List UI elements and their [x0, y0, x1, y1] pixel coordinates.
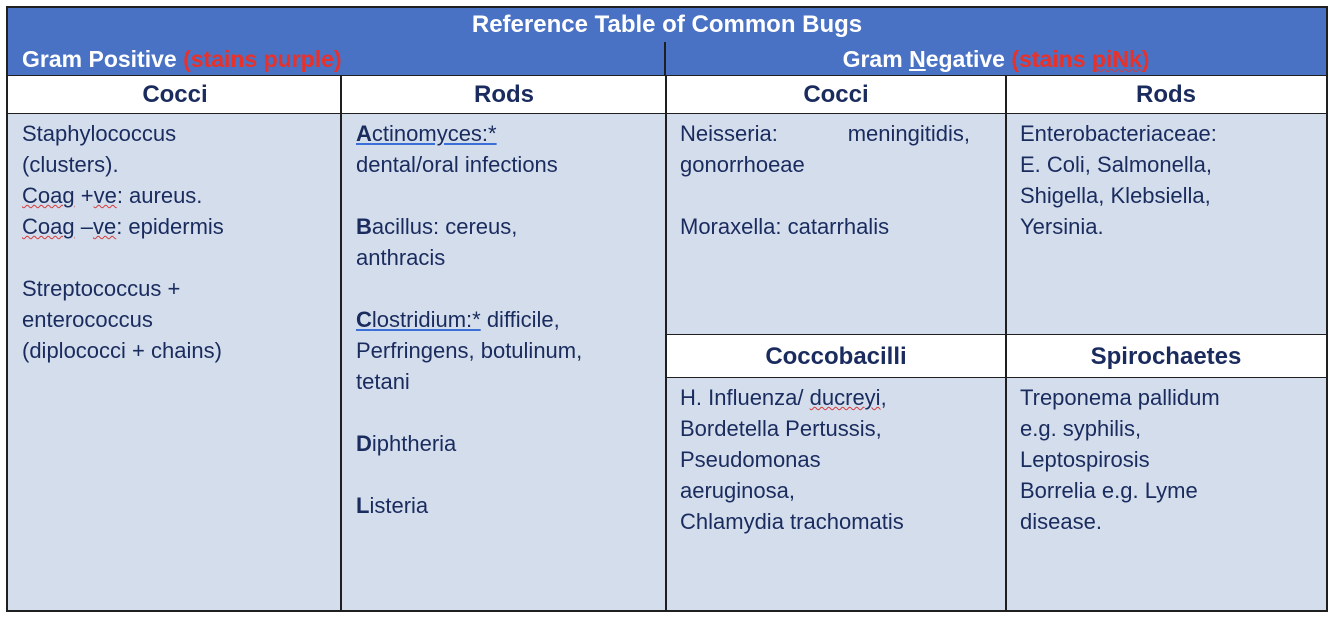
- text-line: [356, 118, 654, 149]
- initial-letter: A: [356, 121, 372, 146]
- text-line: [680, 382, 994, 413]
- gram-negative-heading: [666, 42, 1326, 76]
- text-line: Pseudomonas: [680, 447, 821, 472]
- table-title: Reference Table of Common Bugs: [8, 8, 1326, 43]
- text-line: anthracis: [356, 245, 446, 270]
- spacer: [356, 397, 654, 428]
- row-divider: [666, 377, 1326, 378]
- text-line: aeruginosa,: [680, 478, 795, 503]
- gram-negative-note-pink: piNk: [1091, 46, 1142, 72]
- gram-negative-label-underlined: N: [909, 46, 926, 72]
- text-span: ,: [880, 385, 887, 410]
- text-line: Enterobacteriaceae:: [1020, 121, 1217, 146]
- reference-table: [6, 6, 1328, 612]
- organism-name: Neisseria:: [680, 121, 778, 146]
- initial-letter: L: [356, 493, 370, 518]
- cell-coccobacilli: [666, 378, 1006, 610]
- organism-name: lostridium:*: [371, 307, 481, 332]
- text-line: disease.: [1020, 509, 1102, 534]
- squiggle-word: ducreyi: [809, 385, 881, 410]
- text-span: –: [74, 214, 93, 239]
- text-line: Borrelia e.g. Lyme: [1020, 478, 1198, 503]
- text-line: Yersinia.: [1020, 214, 1104, 239]
- text-line: [680, 118, 970, 149]
- text-line: Streptococcus +: [22, 276, 181, 301]
- spacer: [356, 273, 654, 304]
- cell-spirochaetes: [1006, 378, 1326, 610]
- text-line: Treponema pallidum: [1020, 385, 1220, 410]
- header-gram-positive-cocci: Cocci: [8, 76, 342, 114]
- text-line: Shigella, Klebsiella,: [1020, 183, 1211, 208]
- gram-negative-label-pre: Gram: [842, 46, 910, 72]
- text-line: [356, 211, 654, 242]
- gram-positive-heading: [8, 42, 666, 76]
- text-span: : aureus.: [116, 183, 203, 208]
- cell-gram-positive-cocci: [8, 114, 342, 610]
- header-coccobacilli: Coccobacilli: [666, 334, 1006, 378]
- text-line: gonorrhoeae: [680, 152, 805, 177]
- spacer: [22, 242, 330, 273]
- gram-positive-note: (stains purple): [183, 46, 342, 72]
- organism-name: isteria: [369, 493, 429, 518]
- text-line: enterococcus: [22, 307, 153, 332]
- header-gram-negative-cocci: Cocci: [666, 76, 1006, 114]
- gram-negative-note-post: ): [1141, 46, 1150, 72]
- text-line: [22, 180, 330, 211]
- text-line: Staphylococcus: [22, 121, 177, 146]
- initial-letter: C: [356, 307, 372, 332]
- squiggle-word: ve: [92, 214, 117, 239]
- cell-gram-negative-rods: [1006, 114, 1326, 334]
- text-line: [356, 428, 654, 459]
- column-divider: [665, 76, 667, 610]
- text-line: e.g. syphilis,: [1020, 416, 1142, 441]
- organism-name: ctinomyces:*: [371, 121, 497, 146]
- header-gram-negative-rods: Rods: [1006, 76, 1326, 114]
- squiggle-word: Coag: [22, 214, 75, 239]
- cell-gram-positive-rods: [342, 114, 666, 610]
- text-line: Chlamydia trachomatis: [680, 509, 904, 534]
- text-line: dental/oral infections: [356, 152, 558, 177]
- spacer: [356, 180, 654, 211]
- organism-name: iphtheria: [371, 431, 457, 456]
- header-spirochaetes: Spirochaetes: [1006, 334, 1326, 378]
- text-line: Leptospirosis: [1020, 447, 1150, 472]
- text-line: [356, 490, 654, 521]
- species-name: meningitidis,: [847, 121, 970, 146]
- text-line: [22, 211, 330, 242]
- text-span: +: [74, 183, 94, 208]
- gram-positive-label: Gram Positive: [22, 46, 184, 72]
- spacer: [356, 459, 654, 490]
- header-gram-positive-rods: Rods: [342, 76, 666, 114]
- squiggle-word: ve: [93, 183, 117, 208]
- text-line: [356, 304, 654, 335]
- text-line: tetani: [356, 369, 410, 394]
- initial-letter: D: [356, 431, 372, 456]
- text-line: (clusters).: [22, 152, 119, 177]
- gram-negative-note-pre: (stains: [1011, 46, 1092, 72]
- organism-name: acillus: cereus,: [371, 214, 518, 239]
- squiggle-word: Coag: [22, 183, 75, 208]
- text-span: difficile,: [480, 307, 560, 332]
- column-divider: [1005, 76, 1007, 610]
- text-span: : epidermis: [116, 214, 224, 239]
- column-divider: [340, 76, 342, 610]
- cell-gram-negative-cocci: [666, 114, 1006, 334]
- text-line: Moraxella: catarrhalis: [680, 214, 890, 239]
- gram-negative-label-post: egative: [925, 46, 1012, 72]
- text-span: H. Influenza/: [680, 385, 810, 410]
- text-line: E. Coli, Salmonella,: [1020, 152, 1212, 177]
- initial-letter: B: [356, 214, 372, 239]
- text-line: Bordetella Pertussis,: [680, 416, 882, 441]
- text-line: (diplococci + chains): [22, 338, 222, 363]
- text-line: Perfringens, botulinum,: [356, 338, 583, 363]
- spacer: [680, 180, 994, 211]
